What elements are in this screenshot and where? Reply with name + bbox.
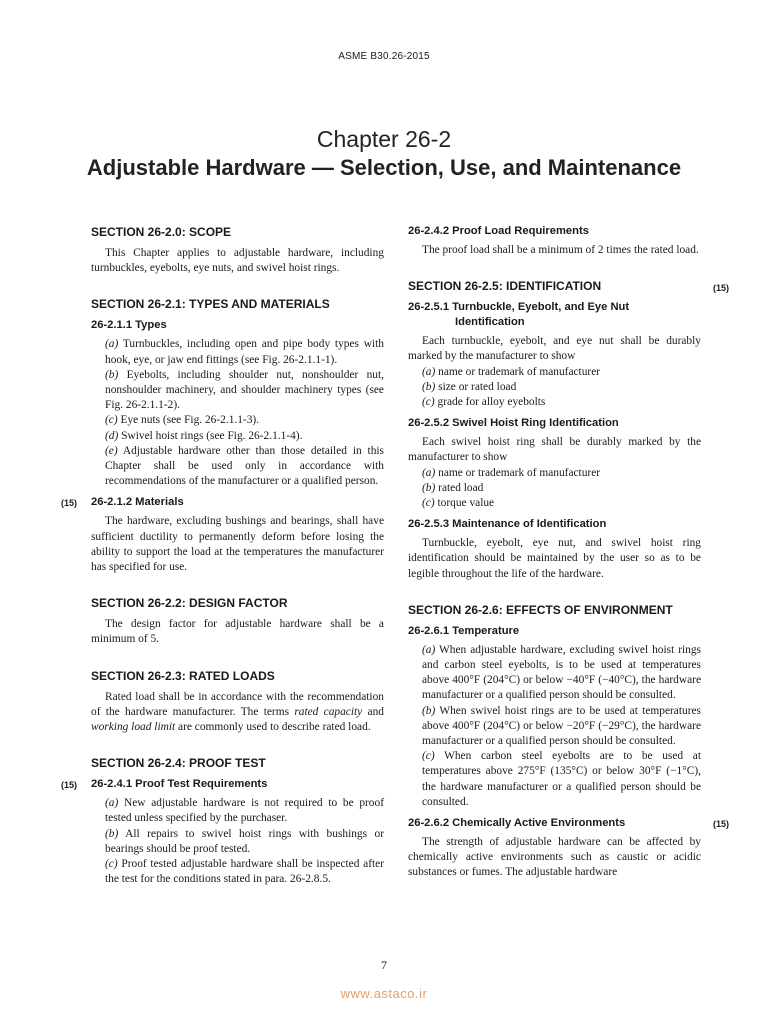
subheading-proof-test-text: 26-2.4.1 Proof Test Requirements: [91, 778, 268, 791]
proof-item-c: [91, 857, 384, 887]
item-text: When adjustable hardware, excluding swivel hoist rings and carbon steel eyebolts, is to be used at temperatures above 400°F (204°C) or below −40°F (−40°C), the hardware manufacturer or a qualified person should be consulted.: [422, 643, 701, 702]
item-label: (c): [105, 414, 118, 427]
materials-text: The hardware, excluding bushings and bearings, shall have sufficient ductility to permanently deform before losing the ability to support the load at the temperatures the manufacturer has specified for use.: [91, 515, 384, 574]
rated-term-1: rated capacity: [294, 705, 363, 718]
item-label: (b): [422, 481, 436, 494]
item-text: Adjustable hardware other than those detailed in this Chapter shall be used only in accordance with recommendations of the manufacturer or a qualified person.: [105, 444, 384, 488]
item-text: Swivel hoist rings (see Fig. 26-2.1.1-4).: [118, 429, 303, 442]
subheading-swivel-identification: 26-2.5.2 Swivel Hoist Ring Identification: [408, 417, 619, 430]
section-heading-design-factor: SECTION 26-2.2: DESIGN FACTOR: [91, 596, 288, 611]
item-label: (b): [105, 368, 119, 381]
page-number: 7: [381, 958, 387, 972]
rated-text-b: and: [362, 705, 384, 718]
types-item-d: [91, 429, 384, 444]
ident-item-a: [408, 365, 701, 380]
ident-item-c: [408, 395, 701, 410]
temperature-item-b: [408, 704, 701, 750]
item-text: All repairs to swivel hoist rings with bushings or bearings should be proof tested.: [105, 827, 384, 855]
subheading-types: 26-2.1.1 Types: [91, 319, 167, 332]
subheading-proof-load: 26-2.4.2 Proof Load Requirements: [408, 225, 589, 237]
swivel-item-b: [408, 481, 701, 496]
subheading-chemical-text: 26-2.6.2 Chemically Active Environments: [408, 817, 626, 830]
types-item-c: [91, 413, 384, 428]
item-label: (c): [105, 858, 118, 871]
types-item-b: [91, 368, 384, 414]
identification-text: Each turnbuckle, eyebolt, and eye nut shall be durably marked by the manufacturer to show: [408, 335, 701, 363]
item-text: torque value: [434, 497, 495, 510]
item-text: Turnbuckles, including open and pipe body types with hook, eye, or jaw end fittings (see Fig. 26-2.1.1-1).: [105, 338, 384, 366]
revision-marker: (15): [61, 498, 78, 509]
item-text: rated load: [435, 481, 484, 494]
proof-item-b: [91, 827, 384, 857]
section-heading-rated-loads: SECTION 26-2.3: RATED LOADS: [91, 668, 275, 683]
rated-term-2: working load limit: [91, 721, 176, 734]
item-label: (a): [105, 797, 119, 810]
maintenance-identification-text: Turnbuckle, eyebolt, eye nut, and swivel hoist ring identification should be maintained by the user so as to be legible throughout the life of the hardware.: [408, 537, 701, 580]
section-heading-types: SECTION 26-2.1: TYPES AND MATERIALS: [91, 297, 330, 312]
item-text: Proof tested adjustable hardware shall be inspected after the test for the conditions stated in para. 26-2.8.5.: [105, 858, 384, 886]
item-text: name or trademark of manufacturer: [435, 365, 601, 378]
item-text: Eye nuts (see Fig. 26-2.1.1-3).: [117, 414, 260, 427]
section-heading-scope: SECTION 26-2.0: SCOPE: [91, 225, 232, 239]
temperature-item-c: [408, 749, 701, 810]
item-label: (c): [422, 396, 435, 409]
swivel-item-c: [408, 496, 701, 511]
scope-text: This Chapter applies to adjustable hardware, including turnbuckles, eyebolts, eye nuts, and swivel hoist rings.: [91, 247, 384, 275]
subheading-proof-test-requirements: [61, 777, 384, 792]
section-heading-proof-test: SECTION 26-2.4: PROOF TEST: [91, 756, 266, 771]
subheading-materials-text: 26-2.1.2 Materials: [91, 496, 184, 509]
subheading-turnbuckle-identification: [408, 300, 701, 330]
section-heading-identification-text: SECTION 26-2.5: IDENTIFICATION: [408, 279, 602, 294]
item-label: (a): [105, 338, 119, 351]
item-label: (c): [422, 497, 435, 510]
subheading-maintenance-identification: 26-2.5.3 Maintenance of Identification: [408, 518, 607, 531]
subheading-chemical-environments: [408, 816, 730, 831]
watermark-url[interactable]: www.astaco.ir: [340, 986, 428, 1001]
chemical-environments-text: The strength of adjustable hardware can be affected by chemically active environments such as caustic or acidic substances or fumes. The adjustable hardware: [408, 836, 701, 879]
item-label: (b): [422, 704, 436, 717]
subheading-line-1: 26-2.5.1 Turnbuckle, Eyebolt, and Eye Nut: [408, 301, 630, 314]
revision-marker: (15): [713, 283, 730, 294]
chapter-title: Chapter 26-2: [316, 126, 452, 152]
item-text: size or rated load: [435, 380, 517, 393]
subheading-line-2: Identification: [455, 316, 525, 329]
subheading-temperature: 26-2.6.1 Temperature: [408, 624, 520, 637]
item-label: (a): [422, 466, 436, 479]
item-text: Eyebolts, including shoulder nut, nonshoulder nut, nonshoulder machinery, and shoulder machinery types (see Fig. 26-2.1.1-2).: [105, 368, 384, 412]
item-text: When swivel hoist rings are to be used at temperatures above 400°F (204°C) or below −20°F (−29°C), the hardware manufacturer or a qualified person should be consulted.: [422, 704, 701, 748]
item-text: New adjustable hardware is not required to be proof tested unless specified by the purchaser.: [105, 797, 384, 825]
item-text: name or trademark of manufacturer: [435, 466, 601, 479]
temperature-item-a: [408, 643, 701, 704]
section-heading-environment: SECTION 26-2.6: EFFECTS OF ENVIRONMENT: [408, 602, 673, 617]
ident-item-b: [408, 380, 701, 395]
item-text: When carbon steel eyebolts are to be used at temperatures above 275°F (135°C) or below 30°F (−1°C), the hardware manufacturer or a qualified person should be consulted.: [422, 750, 701, 808]
revision-marker: (15): [713, 819, 730, 830]
types-item-e: [91, 444, 384, 490]
item-label: (b): [422, 380, 436, 393]
item-label: (e): [105, 444, 118, 457]
item-label: (b): [105, 827, 119, 840]
item-label: (d): [105, 429, 119, 442]
design-factor-text: The design factor for adjustable hardware shall be a minimum of 5.: [91, 618, 384, 646]
proof-load-text: The proof load shall be a minimum of 2 times the rated load.: [422, 244, 699, 256]
rated-loads-text: [91, 690, 384, 736]
types-item-a: [91, 337, 384, 367]
item-label: (a): [422, 365, 436, 378]
swivel-identification-text: Each swivel hoist ring shall be durably marked by the manufacturer to show: [408, 436, 701, 464]
subheading-materials: [61, 495, 384, 510]
proof-item-a: [91, 796, 384, 826]
item-text: grade for alloy eyebolts: [434, 396, 546, 409]
left-column: [61, 224, 384, 887]
running-head: ASME B30.26-2015: [338, 51, 430, 62]
rated-text-c: are commonly used to describe rated load.: [175, 721, 371, 734]
right-column: [408, 224, 730, 881]
item-label: (c): [422, 750, 435, 763]
chapter-subtitle: Adjustable Hardware — Selection, Use, and Maintenance: [86, 155, 682, 180]
swivel-item-a: [408, 466, 701, 481]
rated-text-a: Rated load shall be in accordance with the recommendation of the hardware manufacturer. The terms: [91, 690, 384, 718]
item-label: (a): [422, 643, 436, 656]
revision-marker: (15): [61, 780, 78, 791]
section-heading-identification: [408, 278, 730, 294]
